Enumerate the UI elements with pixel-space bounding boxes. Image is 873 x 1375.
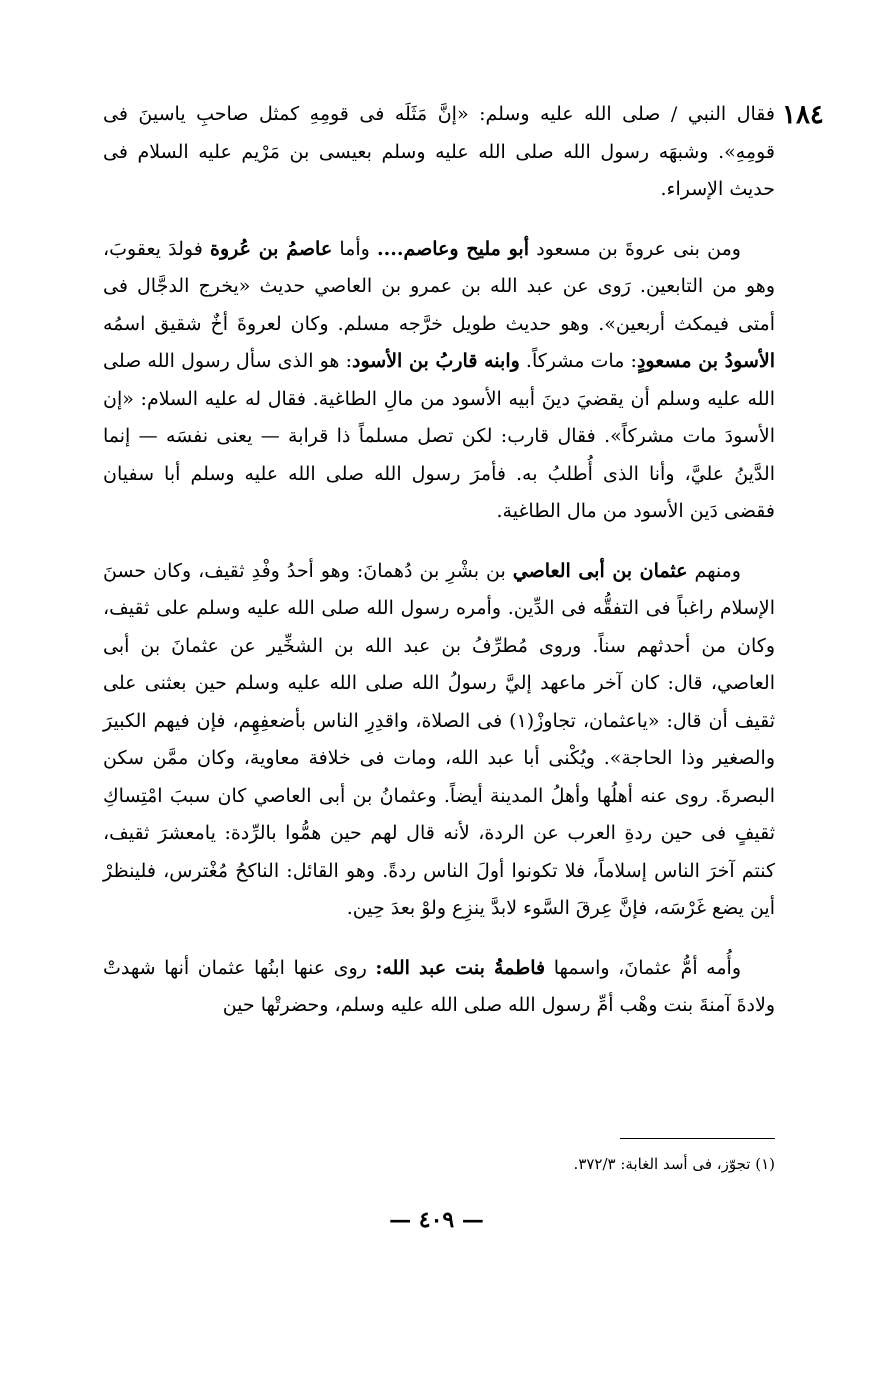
text-run: وأما xyxy=(332,237,378,260)
paragraph-1 xyxy=(103,96,775,209)
text-run: : هو الذى سأل رسول الله صلى الله عليه وسلم أن يقضيَ دينَ أبيه الأسود من مالِ الطاغية. فقال له عليه السلام: «إن الأسودَ مات مشركاً». فقال قارب: لكن تصل مسلماً ذا قرابة — يعنى نفسَه — إنما الدَّينُ عليَّ، وأنا الذى أُطلبُ به. فأمرَ رسول الله صلى الله عليه وسلم أبا سفيان فقضى دَين الأسود من مال الطاغية. xyxy=(103,350,775,522)
page-number: — ٤٠٩ — xyxy=(389,1207,484,1233)
bold-name: الأسودُ بن مسعودٍ xyxy=(636,350,776,372)
paragraph-3 xyxy=(103,553,775,928)
bold-name: عثمان بن أبى العاصي xyxy=(512,559,688,582)
section-number: ١٨٤ xyxy=(782,100,824,130)
text-run: فقال النبي / صلى الله عليه وسلم: «إنَّ مَثَلَه فى قومِهِ كمثل صاحبِ ياسينَ فى قومِهِ». وشبهَه رسول الله صلى الله عليه وسلم بعيسى بن مَرْيم عليه السلام فى حديث الإسراء. xyxy=(103,103,775,200)
bold-name: وابنه قاربُ بن الأسود xyxy=(352,350,520,372)
bold-name: أبو مليح وعاصم.... xyxy=(377,237,529,260)
text-run: فولدَ يعقوبَ، وهو من التابعين. رَوى عن عبد الله بن عمرو بن العاصي حديث «يخرج الدجَّال فى أمتى فيمكث أربعين». وهو حديث طويل خرَّجه مسلم. وكان لعروةَ أخٌ شقيق اسمُه xyxy=(103,237,775,335)
footnote-divider xyxy=(620,1138,775,1139)
paragraph-4 xyxy=(103,950,775,1025)
main-text-body xyxy=(103,96,775,1025)
text-run: : مات مشركاً. xyxy=(519,350,637,372)
text-run: وأُمه أمُّ عثمانَ، واسمها xyxy=(545,956,741,979)
text-run: بن بشْرِ بن دُهمانَ: وهو أحدُ وفْدِ ثقيف، وكان حسنَ الإسلام راغباً فى التفقُّه فى الدِّين. وأمره رسول الله صلى الله عليه وسلم على ثقيف، وكان من أحدثهم سناً. وروى مُطرِّفُ بن عبد الله بن الشخِّير عن عثمانَ بن أبى العاصي، قال: كان آخر ماعهد إليَّ رسولُ الله صلى الله عليه وسلم حين بعثنى على ثقيف أن قال: «ياعثمان، تجاوزْ(١) فى الصلاة، واقدِرِ الناس بأضعفِهِم، فإن فيهم الكبيرَ والصغير وذا الحاجة». ويُكْنى أبا عبد الله، ومات فى خلافة معاوية، وكان ممَّن سكن البصرةَ. روى عنه أهلُها وأهلُ المدينة أيضاً. وعثمانُ بن أبى العاصي كان سببَ امْتِساكِ ثقيفٍ فى حين ردةِ العرب عن الردة، لأنه قال لهم حين همُّوا بالرِّدة: يامعشرَ ثقيف، كنتم آخرَ الناس إسلاماً، فلا تكونوا أولَ الناس ردةً. وهو القائل: الناكحُ مُغْترس، فلينظرْ أين يضع غَرْسَه، فإنَّ عِرقَ السَّوء لابدَّ ينزِع ولوْ بعدَ حِين. xyxy=(103,559,775,919)
text-run: ومنهم xyxy=(687,559,741,582)
text-run: ومن بنى عروةَ بن مسعود xyxy=(528,237,741,260)
bold-name: عاصمُ بن عُروة xyxy=(209,237,333,260)
footnote: (١) تجوّز، فى أسد الغابة: ٣٧٢/٣. xyxy=(573,1155,775,1173)
paragraph-2 xyxy=(103,231,775,531)
bold-name: فاطمةُ بنت عبد الله: xyxy=(375,956,546,979)
text-run: روى عنها ابنُها عثمان أنها شهدتْ ولادةَ آمنةَ بنت وهْب أمِّ رسول الله صلى الله عليه وسلم، وحضرتْها حين xyxy=(103,956,775,1016)
